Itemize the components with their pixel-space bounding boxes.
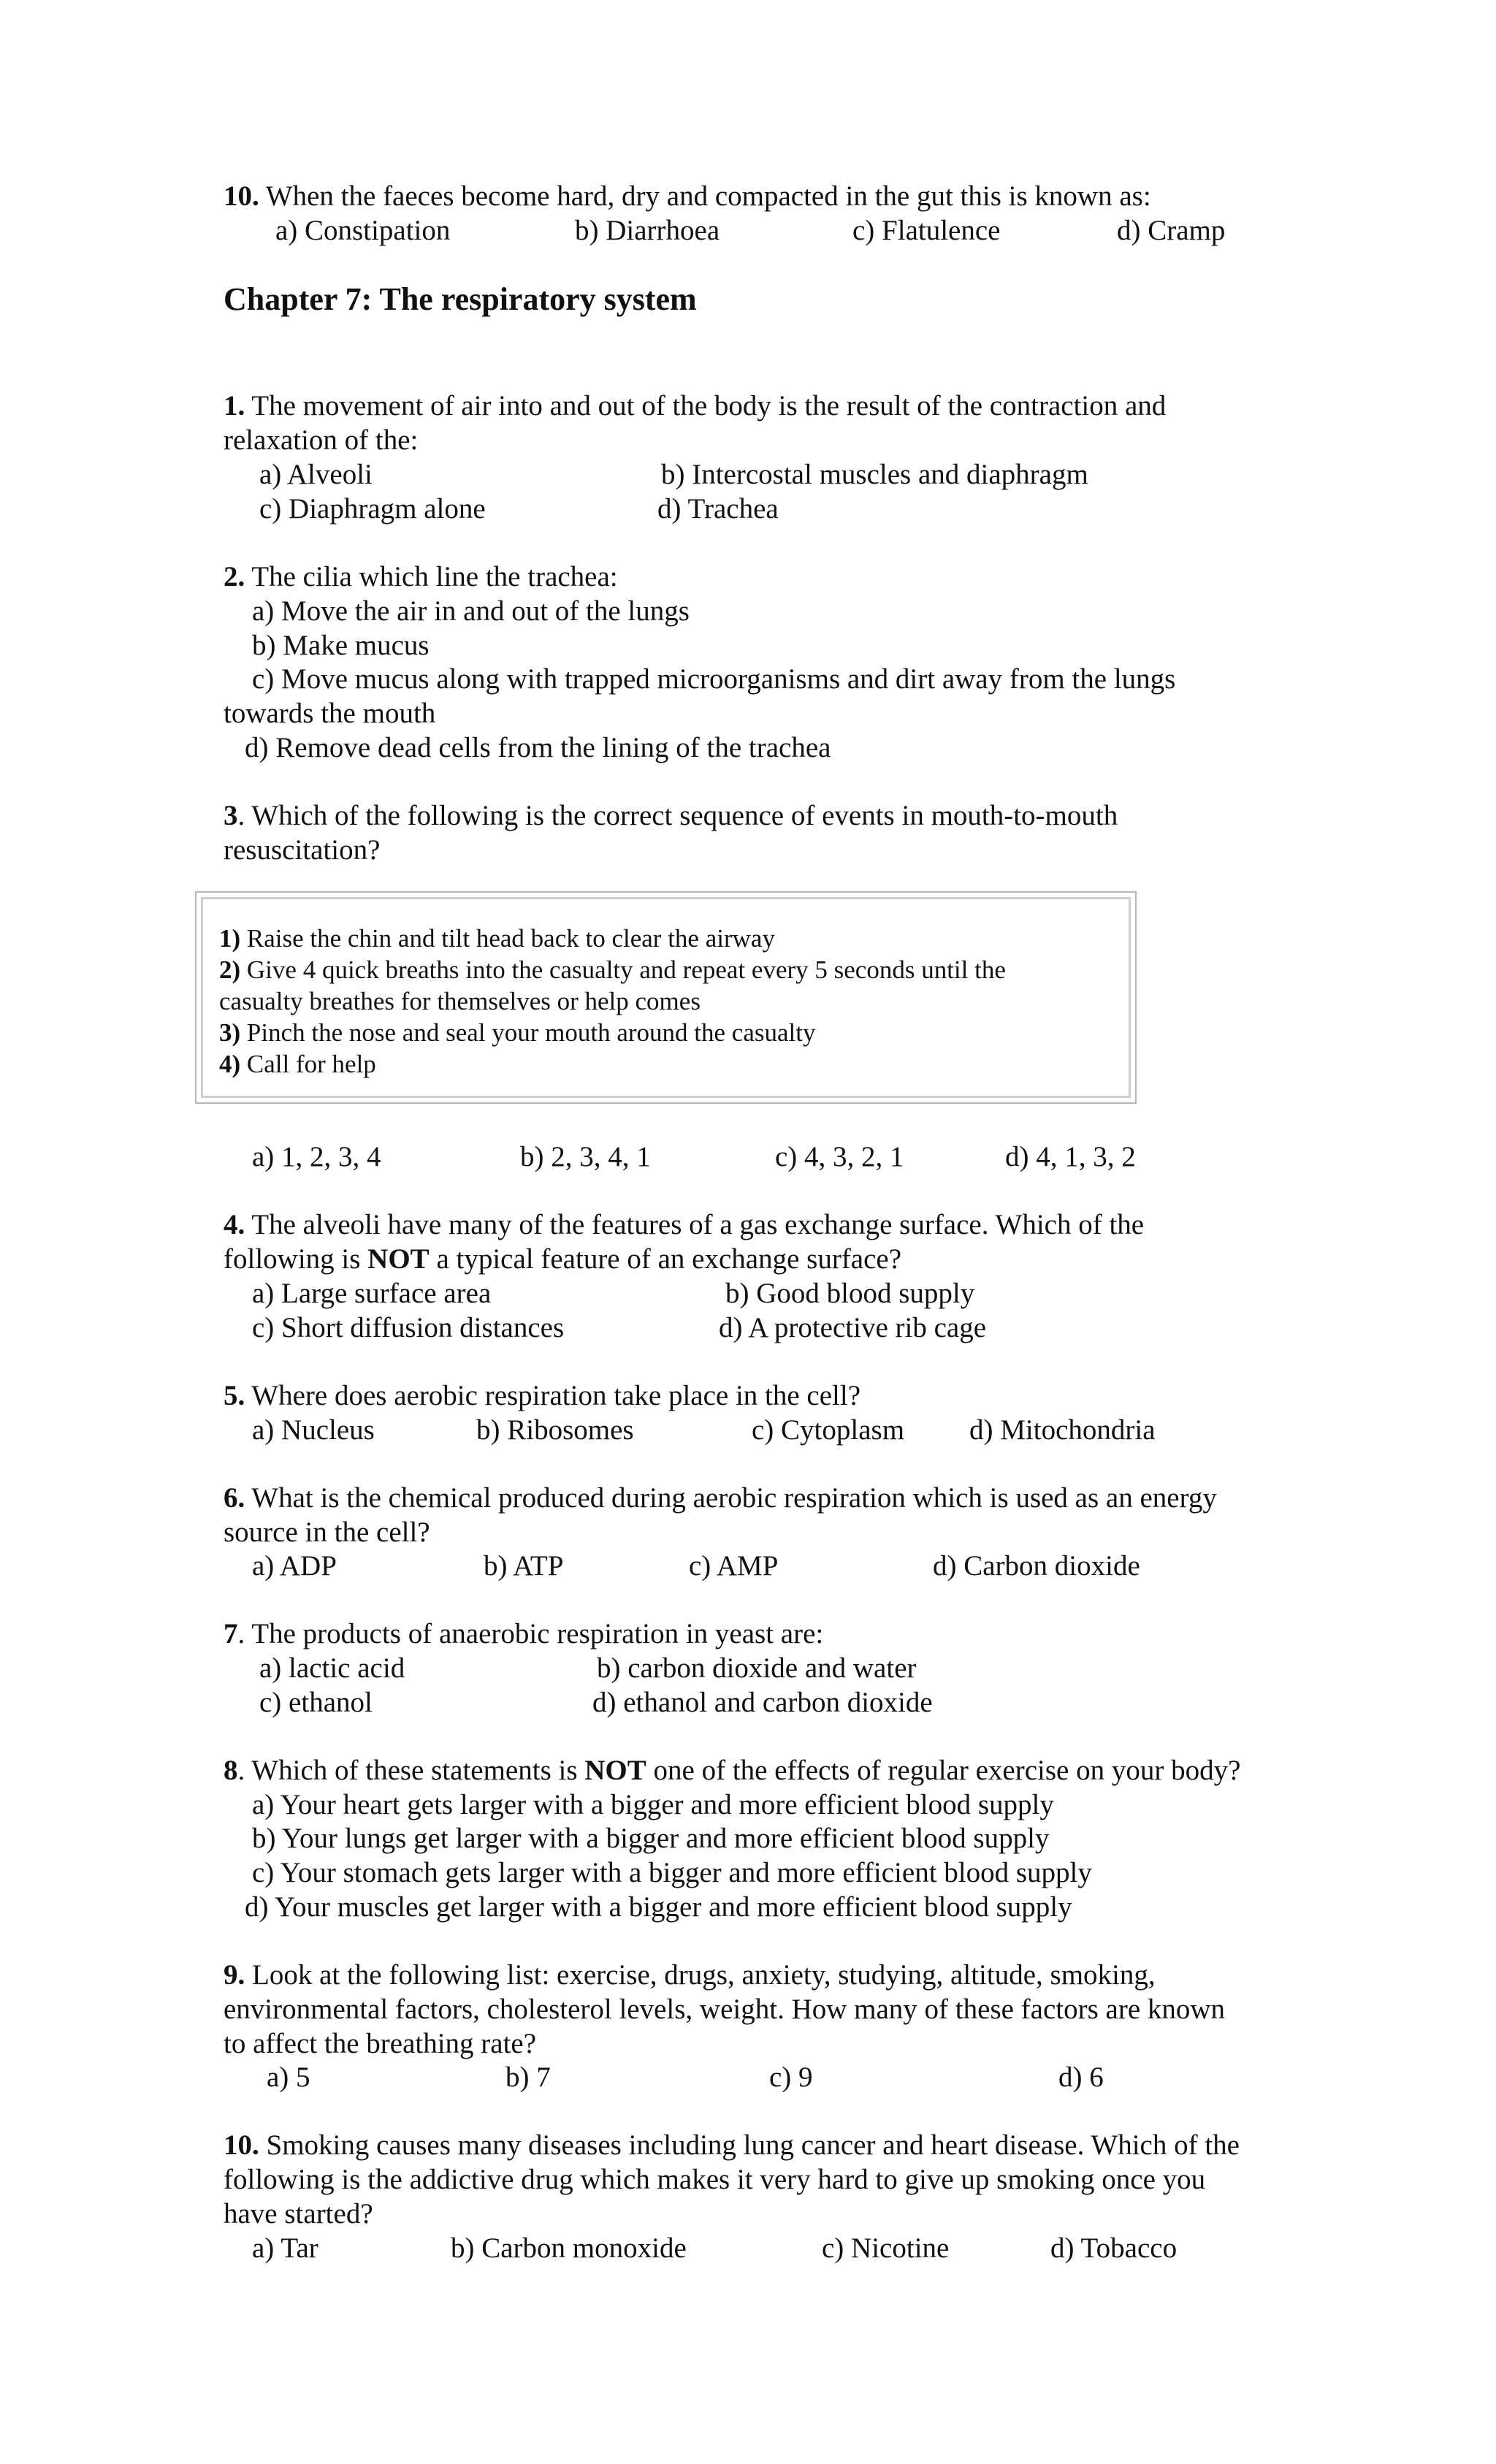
option-c: c) Flatulence <box>852 215 1001 246</box>
question-3-cont: resuscitation? <box>224 834 381 866</box>
step-number: 4) <box>219 1050 241 1078</box>
option-c: c) 4, 3, 2, 1 <box>775 1141 904 1172</box>
step-number: 1) <box>219 924 241 953</box>
question-number: 7 <box>224 1618 238 1649</box>
question-9-cont2: to affect the breathing rate? <box>224 2028 537 2059</box>
option-c: c) 9 <box>769 2061 813 2093</box>
option-b: b) Carbon monoxide <box>451 2232 687 2264</box>
option-a: a) ADP <box>252 1550 337 1582</box>
question-number: 10. <box>224 180 259 212</box>
option-a: a) 1, 2, 3, 4 <box>252 1141 381 1172</box>
option-a: a) Large surface area <box>252 1278 492 1309</box>
option-b: b) Diarrhoea <box>575 215 720 246</box>
option-c: c) Nicotine <box>822 2232 950 2264</box>
option-b: b) Your lungs get larger with a bigger and more efficient blood supply <box>252 1823 1050 1854</box>
question-number: 8 <box>224 1755 238 1786</box>
chapter-title: Chapter 7: The respiratory system <box>224 281 697 317</box>
question-9 <box>224 1958 1156 1992</box>
question-10-cont2: have started? <box>224 2198 373 2230</box>
step-number: 2) <box>219 956 241 984</box>
option-a: a) lactic acid <box>259 1652 405 1684</box>
question-8: 8. Which of these statements is NOT one of the effects of regular exercise on your body? <box>224 1755 1241 1786</box>
question-text: . Which of the following is the correct sequence of events in mouth-to-mouth <box>237 800 1118 831</box>
question-number: 10. <box>224 2129 259 2161</box>
option-d: d) Tobacco <box>1050 2232 1178 2264</box>
option-d: d) Trachea <box>657 493 779 525</box>
question-text: Look at the following list: exercise, drugs, anxiety, studying, altitude, smoking, <box>252 1959 1156 1991</box>
option-b: b) Intercostal muscles and diaphragm <box>661 459 1088 490</box>
option-a: a) Constipation <box>275 215 451 246</box>
option-a: a) Tar <box>252 2232 318 2264</box>
option-b: b) carbon dioxide and water <box>597 1652 917 1684</box>
option-b: b) Good blood supply <box>725 1278 975 1309</box>
option-d: d) Cramp <box>1117 215 1226 246</box>
sequence-step-3 <box>219 1017 815 1048</box>
option-c: c) Short diffusion distances <box>252 1312 565 1343</box>
option-d: d) Your muscles get larger with a bigger and more efficient blood supply <box>245 1891 1072 1923</box>
sequence-step-1 <box>219 923 775 954</box>
question-6-cont: source in the cell? <box>224 1517 430 1548</box>
option-c-cont: towards the mouth <box>224 698 436 729</box>
step-text: Call for help <box>246 1050 376 1078</box>
question-number: 9. <box>224 1959 245 1991</box>
sequence-step-2-cont: casualty breathes for themselves or help comes <box>219 987 701 1015</box>
question-7 <box>224 1617 823 1651</box>
question-number: 1. <box>224 390 245 422</box>
option-a: a) Your heart gets larger with a bigger and more efficient blood supply <box>252 1789 1054 1820</box>
option-c: c) Your stomach gets larger with a bigger and more efficient blood supply <box>252 1857 1092 1888</box>
question-text: Where does aerobic respiration take place in the cell? <box>251 1380 861 1411</box>
question-4 <box>224 1208 1144 1242</box>
question-1 <box>224 389 1166 423</box>
question-10-cont: following is the addictive drug which makes it very hard to give up smoking once you <box>224 2164 1206 2195</box>
option-c: c) Move mucus along with trapped microorganisms and dirt away from the lungs <box>252 663 1176 695</box>
option-b: b) 2, 3, 4, 1 <box>520 1141 651 1172</box>
emphasis-not: NOT <box>584 1755 646 1786</box>
question-number: 2. <box>224 561 245 592</box>
question-number: 3 <box>224 800 238 831</box>
option-a: a) 5 <box>267 2061 310 2093</box>
question-text: Smoking causes many diseases including lung cancer and heart disease. Which of the <box>266 2129 1240 2161</box>
option-a: a) Move the air in and out of the lungs <box>252 595 690 627</box>
question-2 <box>224 560 618 594</box>
question-9-cont: environmental factors, cholesterol levels, weight. How many of these factors are known <box>224 1994 1226 2025</box>
option-d: d) A protective rib cage <box>719 1312 987 1343</box>
question-number: 4. <box>224 1209 245 1240</box>
option-c: c) AMP <box>689 1550 779 1582</box>
question-number: 6. <box>224 1482 245 1514</box>
question-text: . The products of anaerobic respiration in yeast are: <box>237 1618 824 1649</box>
option-b: b) 7 <box>505 2061 551 2093</box>
option-d: d) 6 <box>1058 2061 1104 2093</box>
sequence-step-4 <box>219 1048 376 1080</box>
question-text: The cilia which line the trachea: <box>251 561 618 592</box>
emphasis-not: NOT <box>367 1243 430 1275</box>
option-d: d) ethanol and carbon dioxide <box>592 1687 933 1718</box>
step-text: Pinch the nose and seal your mouth around the casualty <box>246 1018 816 1047</box>
option-a: a) Nucleus <box>252 1414 375 1446</box>
step-text: Give 4 quick breaths into the casualty and repeat every 5 seconds until the <box>246 956 1006 984</box>
question-prev-10 <box>224 179 1151 213</box>
question-5 <box>224 1378 860 1413</box>
option-d: d) Mitochondria <box>969 1414 1156 1446</box>
option-c: c) Cytoplasm <box>752 1414 905 1446</box>
option-b: b) Ribosomes <box>476 1414 634 1446</box>
question-3 <box>224 798 1118 833</box>
option-d: d) Remove dead cells from the lining of the trachea <box>245 732 831 763</box>
question-text: The movement of air into and out of the body is the result of the contraction and <box>251 390 1167 422</box>
option-a: a) Alveoli <box>259 459 373 490</box>
sequence-step-2 <box>219 954 1006 985</box>
question-number: 5. <box>224 1380 245 1411</box>
option-b: b) Make mucus <box>252 630 430 661</box>
question-6 <box>224 1481 1217 1515</box>
option-d: d) Carbon dioxide <box>933 1550 1140 1582</box>
question-10 <box>224 2128 1240 2162</box>
option-c: c) Diaphragm alone <box>259 493 486 525</box>
question-1-cont: relaxation of the: <box>224 424 419 456</box>
option-d: d) 4, 1, 3, 2 <box>1005 1141 1136 1172</box>
question-4-cont: following is NOT a typical feature of an exchange surface? <box>224 1243 902 1275</box>
step-text: Raise the chin and tilt head back to clear the airway <box>246 924 775 953</box>
option-c: c) ethanol <box>259 1687 373 1718</box>
step-number: 3) <box>219 1018 241 1047</box>
question-text: What is the chemical produced during aerobic respiration which is used as an energy <box>251 1482 1217 1514</box>
question-text: When the faeces become hard, dry and compacted in the gut this is known as: <box>265 180 1151 212</box>
option-b: b) ATP <box>484 1550 564 1582</box>
question-text: The alveoli have many of the features of a gas exchange surface. Which of the <box>251 1209 1145 1240</box>
